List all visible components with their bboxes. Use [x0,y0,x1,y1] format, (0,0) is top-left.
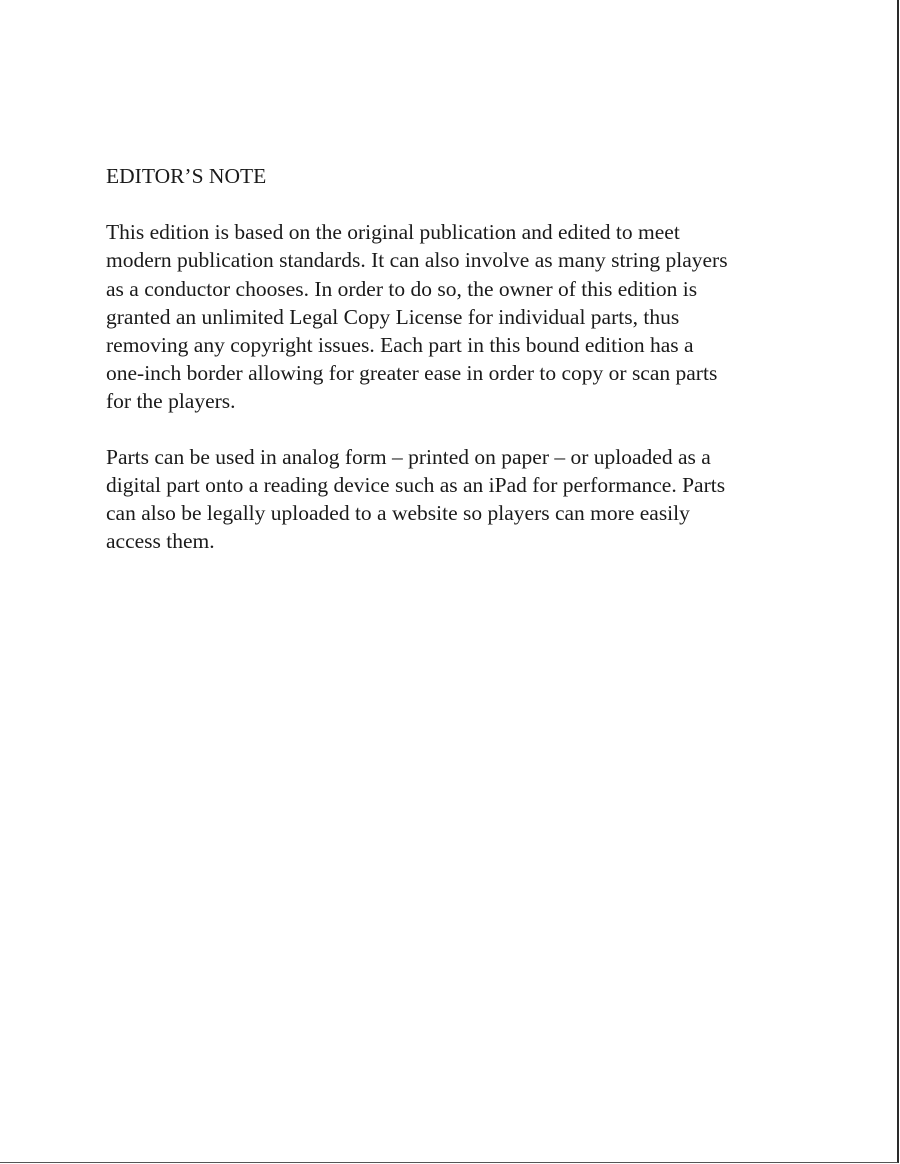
paragraph-line: for the players. [106,389,236,414]
paragraph-line: access them. [106,529,215,554]
paragraph-line: Parts can be used in analog form – printed on paper – or uploaded as a [106,444,711,469]
paragraph-line: modern publication standards. It can also involve as many string players [106,248,728,273]
paragraph-1 [106,218,806,415]
paragraph-2 [106,443,806,556]
document-heading: EDITOR’S NOTE [106,164,267,188]
paragraph-line: as a conductor chooses. In order to do so, the owner of this edition is [106,276,698,301]
document-body [106,162,806,582]
paragraph-line: digital part onto a reading device such as an iPad for performance. Parts [106,472,726,497]
paragraph-line: granted an unlimited Legal Copy License for individual parts, thus [106,304,680,329]
paragraph-line: This edition is based on the original publication and edited to meet [106,220,680,245]
paragraph-line: one-inch border allowing for greater ease in order to copy or scan parts [106,361,718,386]
paragraph-line: removing any copyright issues. Each part in this bound edition has a [106,333,694,358]
paragraph-line: can also be legally uploaded to a website so players can more easily [106,501,690,526]
